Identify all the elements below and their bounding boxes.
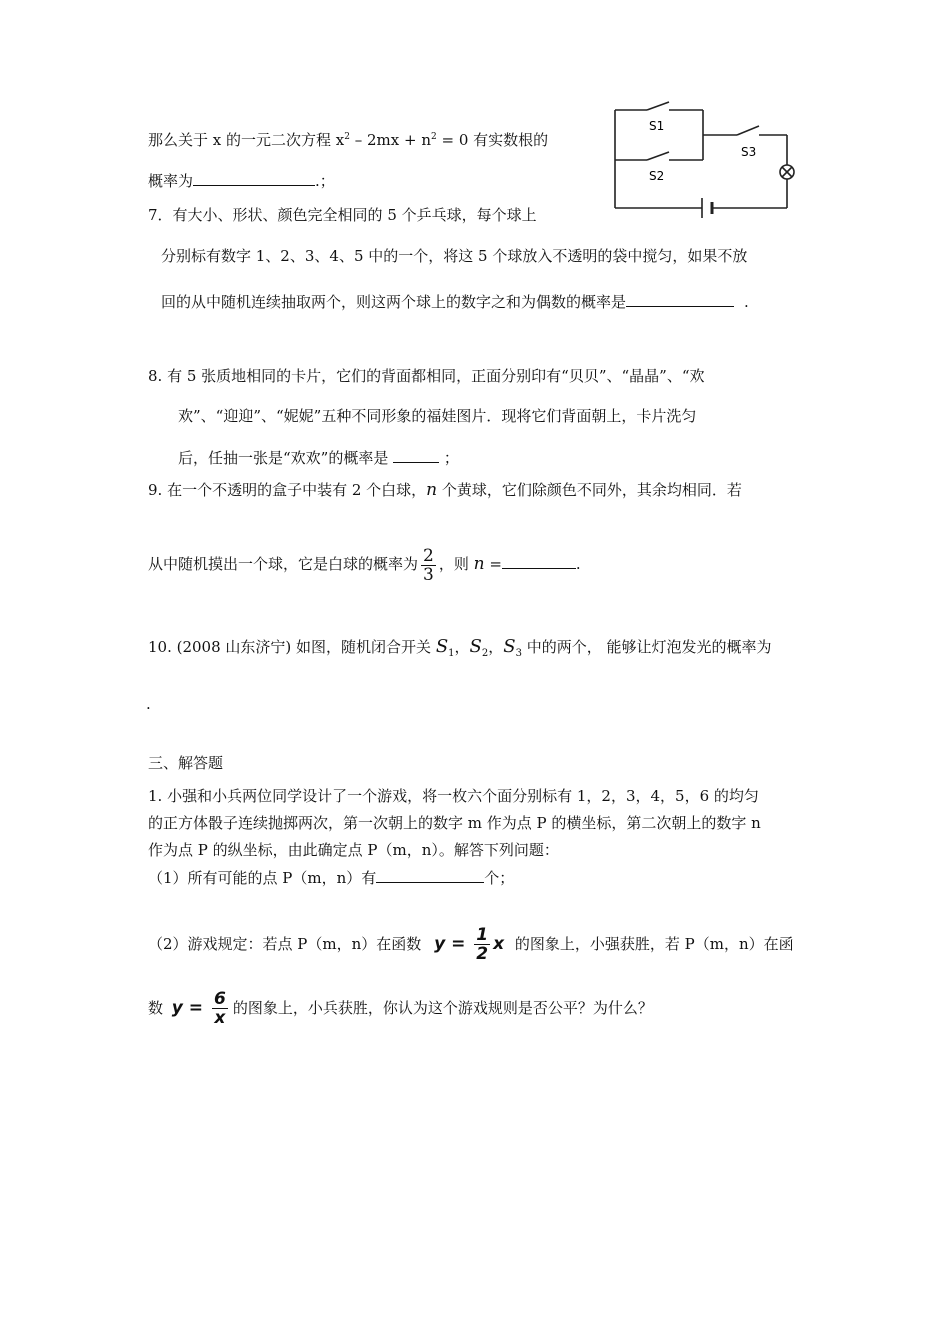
q8-line2: 欢”、“迎迎”、“妮妮”五种不同形象的福娃图片．现将它们背面朝上，卡片洗匀 xyxy=(178,407,697,425)
q10-line2: . xyxy=(146,695,151,713)
answer-blank[interactable] xyxy=(393,447,439,463)
q9-line1: 9. 在一个不透明的盒子中装有 2 个白球，n 个黄球，它们除颜色不同外，其余均相同．若 xyxy=(148,480,742,500)
a1-part2: （2）游戏规定：若点 P（m，n）在函数 y = $\frac{1}{2}$ x 的图象上，小强获胜，若 P（m，n）在函 xyxy=(148,924,794,964)
answer-blank[interactable] xyxy=(193,170,315,186)
answer-blank[interactable] xyxy=(376,867,484,883)
q6-line1: 那么关于 x 的一元二次方程 $x^2 - 2mx + n^2 = 0$ 有实数根的 xyxy=(148,131,549,149)
q9-line2: 从中随机摸出一个球，它是白球的概率为 $\frac{2}{3}$ ，则 n = . xyxy=(148,545,581,585)
fraction: $\frac{2}{3}$ xyxy=(423,545,434,585)
a1-part3: 数 y = $\frac{6}{x}$ 的图象上，小兵获胜，你认为这个游戏规则是否公平？为什么？ xyxy=(148,988,653,1028)
q8-line1: 8. 有 5 张质地相同的卡片，它们的背面都相同，正面分别印有“贝贝”、“晶晶”、“欢 xyxy=(148,367,705,385)
function-y-6-over-x: y = $\frac{6}{x}$ xyxy=(171,988,226,1028)
s2-label: S2 xyxy=(649,169,665,183)
q7-line2: 分别标有数字 1、2、3、4、5 中的一个，将这 5 个球放入不透明的袋中搅匀，如果不放 xyxy=(161,247,748,265)
q7-line3: 回的从中随机连续抽取两个，则这两个球上的数字之和为偶数的概率是 . xyxy=(161,293,749,311)
answer-blank[interactable] xyxy=(502,553,576,569)
q8-line3: 后，任抽一张是“欢欢”的概率是 ； xyxy=(178,449,459,467)
answer-blank[interactable] xyxy=(626,291,734,307)
q7-line1: 7．有大小、形状、颜色完全相同的 5 个乒乓球，每个球上 xyxy=(148,206,537,224)
section-title: 三、解答题 xyxy=(148,754,224,772)
q10-line1: 10. (2008 山东济宁) 如图，随机闭合开关 $S_1$，$S_2$，$S_3$ 中的两个， 能够让灯泡发光的概率为 xyxy=(148,636,772,659)
function-y-half-x: y = $\frac{1}{2}$ x xyxy=(434,924,505,964)
a1-line3: 作为点 P 的纵坐标，由此确定点 P（m，n）。解答下列问题： xyxy=(148,841,559,859)
q6-line2: 概率为 .； xyxy=(148,172,335,190)
s3-label: S3 xyxy=(741,145,757,159)
a1-line2: 的正方体骰子连续抛掷两次，第一次朝上的数字 m 作为点 P 的横坐标，第二次朝上的数字 n xyxy=(148,814,761,832)
a1-line1: 1. 小强和小兵两位同学设计了一个游戏，将一枚六个面分别标有 1，2，3，4，5，6 的均匀 xyxy=(148,787,759,805)
a1-part1: （1）所有可能的点 P（m，n）有 个； xyxy=(148,869,515,887)
circuit-diagram xyxy=(607,100,797,220)
s1-label: S1 xyxy=(649,119,665,133)
